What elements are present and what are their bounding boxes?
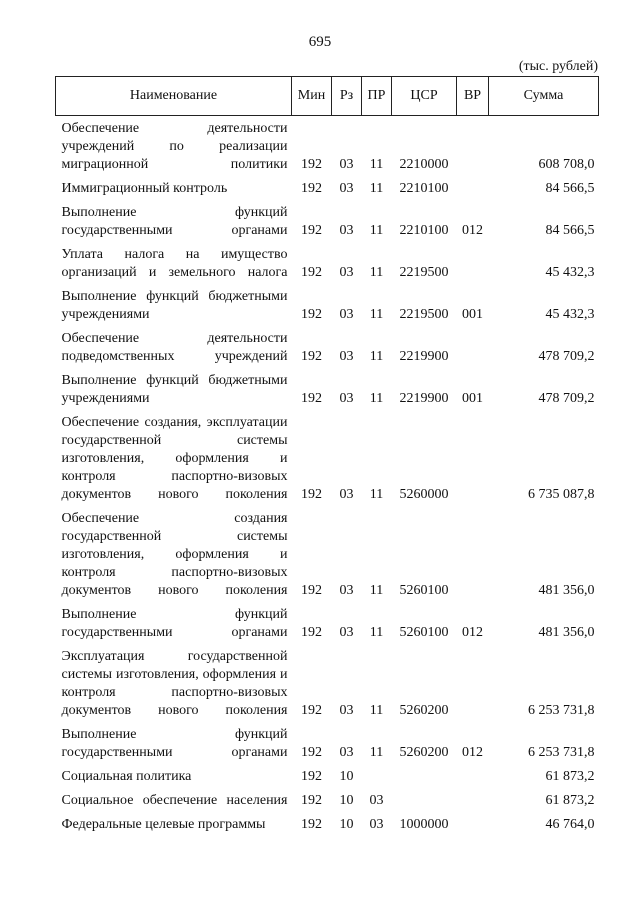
- table-row: [56, 506, 599, 602]
- row-rz: 03: [339, 625, 354, 640]
- table-row: [56, 326, 599, 368]
- row-pr: 11: [369, 625, 384, 640]
- row-sum: 84 566,5: [545, 223, 595, 238]
- row-pr: 11: [369, 157, 384, 172]
- row-min: 192: [301, 157, 322, 172]
- row-rz: 03: [339, 391, 354, 406]
- table-row: [56, 284, 599, 326]
- row-rz: 10: [339, 793, 354, 808]
- row-pr: 11: [369, 307, 384, 322]
- units-label: (тыс. рублей): [518, 59, 598, 74]
- row-rz: 03: [339, 703, 354, 718]
- row-min: 192: [301, 307, 322, 322]
- row-min: 192: [301, 769, 322, 784]
- table-header-row: [56, 77, 599, 116]
- row-name: Обеспечение деятельности учреждений по реализации миграционной политики: [61, 121, 288, 172]
- row-sum: 46 764,0: [545, 817, 595, 832]
- row-rz: 03: [339, 181, 354, 196]
- row-sum: 45 432,3: [545, 307, 595, 322]
- row-rz: 03: [339, 265, 354, 280]
- row-name: Уплата налога на имущество организаций и земельного налога: [61, 247, 288, 280]
- row-vr: 012: [462, 745, 483, 760]
- row-name: Выполнение функций государственными органами: [61, 727, 288, 760]
- row-vr: [457, 506, 489, 602]
- row-pr: 03: [369, 793, 384, 808]
- row-min: 192: [301, 391, 322, 406]
- row-csr: [392, 788, 457, 812]
- row-vr: [457, 788, 489, 812]
- row-csr: 5260000: [399, 487, 449, 502]
- header-sum: Сумма: [489, 77, 599, 116]
- row-vr: 012: [462, 223, 483, 238]
- table-row: [56, 368, 599, 410]
- row-sum: 6 253 731,8: [528, 703, 595, 718]
- row-pr: 11: [369, 703, 384, 718]
- row-rz: 03: [339, 745, 354, 760]
- row-min: 192: [301, 181, 322, 196]
- table-row: [56, 644, 599, 722]
- row-pr: 11: [369, 265, 384, 280]
- row-csr: 5260200: [399, 745, 449, 760]
- row-csr: 2219900: [399, 391, 449, 406]
- row-rz: 10: [339, 817, 354, 832]
- row-name: Иммиграционный контроль: [61, 181, 228, 196]
- table-row: [56, 242, 599, 284]
- row-min: 192: [301, 583, 322, 598]
- row-sum: 61 873,2: [545, 793, 595, 808]
- row-vr: [457, 116, 489, 177]
- row-pr: 11: [369, 391, 384, 406]
- row-rz: 10: [339, 769, 354, 784]
- row-min: 192: [301, 703, 322, 718]
- row-csr: [392, 764, 457, 788]
- table-row: [56, 764, 599, 788]
- header-pr: ПР: [362, 77, 392, 116]
- row-rz: 03: [339, 223, 354, 238]
- row-csr: 5260100: [399, 625, 449, 640]
- row-min: 192: [301, 745, 322, 760]
- header-rz: Рз: [332, 77, 362, 116]
- row-vr: [457, 242, 489, 284]
- row-name: Выполнение функций государственными органами: [61, 205, 288, 238]
- row-name: Эксплуатация государственной системы изготовления, оформления и контроля паспортно-визовых документов нового поколения: [61, 649, 288, 718]
- table-row: [56, 200, 599, 242]
- budget-table: [55, 76, 599, 836]
- row-sum: 61 873,2: [545, 769, 595, 784]
- row-csr: 2219900: [399, 349, 449, 364]
- header-vr: ВР: [457, 77, 489, 116]
- row-pr: [362, 764, 392, 788]
- row-min: 192: [301, 223, 322, 238]
- row-csr: 1000000: [399, 817, 449, 832]
- row-pr: 03: [369, 817, 384, 832]
- row-name: Федеральные целевые программы: [61, 817, 266, 832]
- header-name: Наименование: [56, 77, 292, 116]
- row-rz: 03: [339, 307, 354, 322]
- row-sum: 478 709,2: [538, 391, 595, 406]
- row-sum: 45 432,3: [545, 265, 595, 280]
- row-min: 192: [301, 817, 322, 832]
- row-vr: 012: [462, 625, 483, 640]
- row-sum: 84 566,5: [545, 181, 595, 196]
- table-row: [56, 812, 599, 836]
- row-vr: 001: [462, 307, 483, 322]
- table-row: [56, 176, 599, 200]
- row-csr: 2210100: [399, 223, 449, 238]
- table-row: [56, 722, 599, 764]
- row-csr: 2219500: [399, 265, 449, 280]
- table-row: [56, 116, 599, 177]
- row-csr: 2219500: [399, 307, 449, 322]
- row-vr: [457, 644, 489, 722]
- row-rz: 03: [339, 349, 354, 364]
- row-pr: 11: [369, 223, 384, 238]
- row-sum: 481 356,0: [538, 625, 595, 640]
- row-name: Обеспечение деятельности подведомственных учреждений: [61, 331, 288, 364]
- row-min: 192: [301, 625, 322, 640]
- row-sum: 608 708,0: [538, 157, 595, 172]
- row-min: 192: [301, 487, 322, 502]
- row-sum: 481 356,0: [538, 583, 595, 598]
- row-sum: 478 709,2: [538, 349, 595, 364]
- header-min: Мин: [292, 77, 332, 116]
- row-rz: 03: [339, 157, 354, 172]
- table-row: [56, 788, 599, 812]
- row-csr: 5260200: [399, 703, 449, 718]
- row-name: Социальная политика: [61, 769, 192, 784]
- row-min: 192: [301, 349, 322, 364]
- row-pr: 11: [369, 583, 384, 598]
- row-vr: [457, 410, 489, 506]
- table-row: [56, 410, 599, 506]
- row-rz: 03: [339, 583, 354, 598]
- row-vr: [457, 812, 489, 836]
- row-vr: [457, 326, 489, 368]
- row-pr: 11: [369, 745, 384, 760]
- row-vr: 001: [462, 391, 483, 406]
- row-sum: 6 735 087,8: [528, 487, 595, 502]
- table-row: [56, 602, 599, 644]
- row-pr: 11: [369, 181, 384, 196]
- row-csr: 2210100: [399, 181, 449, 196]
- row-min: 192: [301, 265, 322, 280]
- row-name: Социальное обеспечение населения: [61, 793, 288, 808]
- row-pr: 11: [369, 487, 384, 502]
- row-rz: 03: [339, 487, 354, 502]
- row-name: Обеспечение создания государственной системы изготовления, оформления и контроля паспортно-визовых документов нового поколения: [61, 511, 288, 598]
- row-name: Выполнение функций бюджетными учреждениями: [61, 289, 288, 322]
- row-name: Выполнение функций государственными органами: [61, 607, 288, 640]
- page-number: 695: [308, 34, 332, 50]
- row-sum: 6 253 731,8: [528, 745, 595, 760]
- row-name: Обеспечение создания, эксплуатации государственной системы изготовления, оформления и контроля паспортно-визовых документов нового поколения: [61, 415, 288, 502]
- row-csr: 5260100: [399, 583, 449, 598]
- row-min: 192: [301, 793, 322, 808]
- row-name: Выполнение функций бюджетными учреждениями: [61, 373, 288, 406]
- row-pr: 11: [369, 349, 384, 364]
- header-csr: ЦСР: [392, 77, 457, 116]
- row-vr: [457, 176, 489, 200]
- row-vr: [457, 764, 489, 788]
- row-csr: 2210000: [399, 157, 449, 172]
